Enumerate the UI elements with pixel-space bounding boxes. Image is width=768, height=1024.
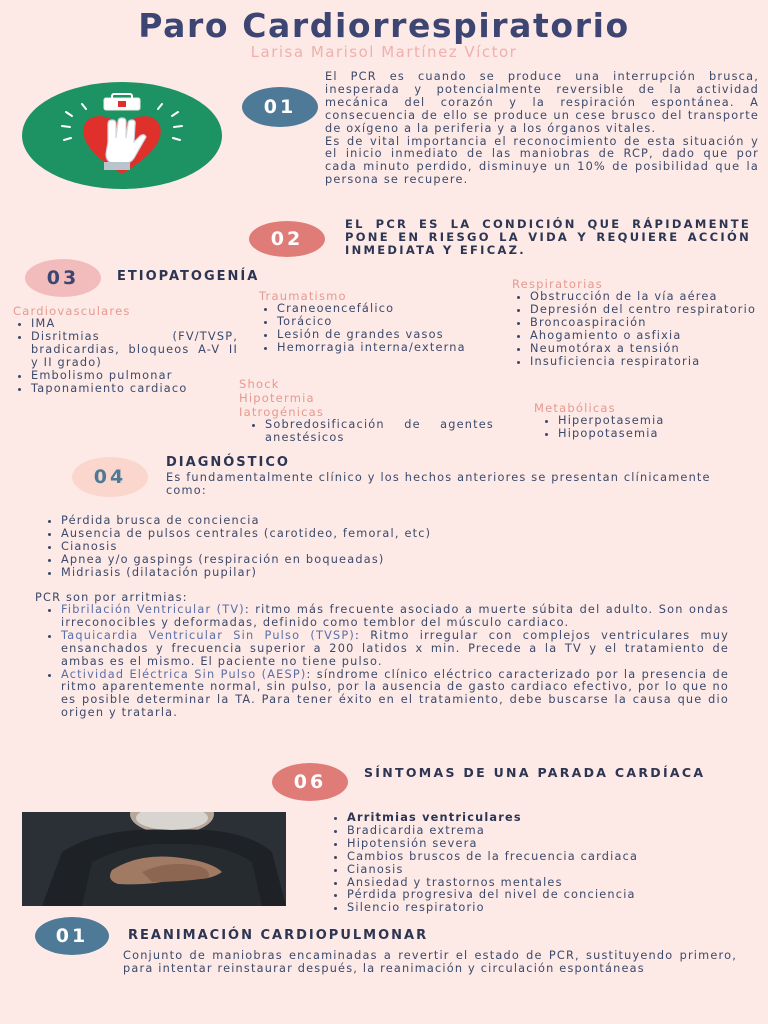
list-item: • Craneoencefálico — [277, 303, 499, 316]
arrhythmia-desc: : ritmo más frecuente asociado a muerte súbita del adulto. Son ondas irreconocibles y deformadas, definido como temblor del músculo cardiaco. — [61, 603, 729, 629]
cardio-list — [13, 318, 238, 395]
section-badge-rcp: 01 — [35, 917, 109, 955]
meta-list — [534, 415, 754, 441]
section-badge-06: 06 — [272, 763, 348, 801]
section-badge-04: 04 — [72, 457, 148, 497]
list-item: • Lesión de grandes vasos — [277, 329, 499, 342]
list-item: • Ausencia de pulsos centrales (carotideo, femoral, etc) — [61, 528, 603, 541]
arrhythmia-item — [61, 604, 729, 630]
intro-paragraph-1: El PCR es cuando se produce una interrupción brusca, inesperada y potencialmente reversible de la actividad mecánica del corazón y la respiración espontánea. A consecuencia de ello se produce un cese brusco del transporte de oxígeno a la periferia y a los órganos vitales. — [325, 70, 759, 135]
iatrogenicas-list — [239, 419, 494, 445]
list-item: • Arritmias ventriculares — [347, 812, 749, 825]
symptoms-heading: SÍNTOMAS DE UNA PARADA CARDÍACA — [364, 765, 706, 780]
arrhythmia-desc: : síndrome clínico eléctrico caracterizado por la presencia de ritmo aparentemente normal, sin pulso, por la ausencia de gasto cardiaco efectivo, por lo que no es posible determinar la TA. Para tener éxito en el tratamiento, debe buscarse la causa que dio origen y tratarla. — [61, 667, 729, 720]
section-badge-03: 03 — [25, 259, 101, 297]
list-item: • Obstrucción de la vía aérea — [530, 291, 760, 304]
arrhythmia-item — [61, 630, 729, 669]
list-item: • Cianosis — [347, 864, 749, 877]
list-item: • Hipotensión severa — [347, 838, 749, 851]
shock-label: Shock — [239, 377, 280, 391]
list-item: • Cambios bruscos de la frecuencia cardiaca — [347, 851, 749, 864]
list-item: • Ahogamiento o asfixia — [530, 330, 760, 343]
rcp-heading: REANIMACIÓN CARDIOPULMONAR — [128, 928, 429, 943]
list-item: • Sobredosificación de agentes anestésicos — [265, 419, 494, 445]
diagnosis-heading: DIAGNÓSTICO — [166, 455, 290, 470]
heart-hand-logo — [22, 82, 222, 189]
section-badge-02: 02 — [249, 221, 325, 257]
symptoms-list-wrap — [329, 812, 749, 915]
arrhythmia-name: Taquicardia Ventricular Sin Pulso (TVSP) — [61, 628, 356, 642]
list-item: • Broncoaspiración — [530, 317, 760, 330]
list-item: • Ansiedad y trastornos mentales — [347, 877, 749, 890]
list-item: • IMA — [31, 318, 238, 331]
list-item: • Hiperpotasemia — [558, 415, 754, 428]
trauma-list — [259, 303, 499, 355]
list-item: • Hipopotasemia — [558, 428, 754, 441]
list-item: • Taponamiento cardiaco — [31, 383, 238, 396]
cardio-group — [13, 304, 238, 395]
rcp-text: Conjunto de maniobras encaminadas a revertir el estado de PCR, sustituyendo primero, para intentar reinstaurar después, la reanimación y circulación espontáneas — [123, 949, 737, 975]
list-item: • Insuficiencia respiratoria — [530, 356, 760, 369]
meta-group — [534, 401, 754, 441]
elderly-man-chest-pain-photo — [22, 812, 286, 906]
author-name: Larisa Marisol Martínez Víctor — [250, 43, 518, 61]
hipotermia-label: Hipotermia — [239, 391, 315, 405]
list-item: • Neumotórax a tensión — [530, 343, 760, 356]
list-item: • Pérdida brusca de conciencia — [61, 515, 603, 528]
list-item: • Hemorragia interna/externa — [277, 342, 499, 355]
list-item: • Pérdida progresiva del nivel de conciencia — [347, 889, 749, 902]
arrhythmia-section — [43, 604, 729, 720]
shock-group — [239, 377, 494, 445]
list-item: • Apnea y/o gaspings (respiración en boqueadas) — [61, 554, 603, 567]
etiology-heading: ETIOPATOGENÍA — [117, 269, 260, 284]
arrhythmia-intro: PCR son por arritmias: — [35, 591, 188, 604]
diagnosis-signs — [43, 515, 603, 580]
arrhythmia-name: Actividad Eléctrica Sin Pulso (AESP) — [61, 667, 307, 681]
arrhythmia-item — [61, 669, 729, 721]
list-item: • Midriasis (dilatación pupilar) — [61, 567, 603, 580]
diagnosis-intro: Es fundamentalmente clínico y los hechos anteriores se presentan clínicamente como: — [166, 471, 711, 497]
list-item: • Depresión del centro respiratorio — [530, 304, 760, 317]
trauma-group — [259, 289, 499, 355]
arrhythmia-list — [43, 604, 729, 720]
resp-group — [512, 277, 760, 368]
cardio-label: Cardiovasculares — [13, 304, 131, 318]
list-item: • Embolismo pulmonar — [31, 370, 238, 383]
arrhythmia-name: Fibrilación Ventricular (TV) — [61, 603, 245, 616]
chest-pain-figure-icon — [22, 812, 286, 906]
symptoms-list — [329, 812, 749, 915]
intro-paragraph-2: Es de vital importancia el reconocimiento de esta situación y el inicio inmediato de las maniobras de RCP, dado que por cada minuto perdido, disminuye un 10% de posibilidad que la persona se recupere. — [325, 134, 759, 187]
heart-hand-icon — [22, 82, 222, 189]
section-badge-01: 01 — [242, 87, 318, 127]
emphasis-statement: EL PCR ES LA CONDICIÓN QUE RÁPIDAMENTE PONE EN RIESGO LA VIDA Y REQUIERE ACCIÓN INMEDIATA Y EFICAZ. — [345, 217, 751, 257]
list-item: • Torácico — [277, 316, 499, 329]
list-item: • Cianosis — [61, 541, 603, 554]
page-title: Paro Cardiorrespiratorio — [138, 6, 630, 45]
iatrogenicas-label: Iatrogénicas — [239, 405, 325, 419]
list-item: • Disritmias (FV/TVSP, bradicardias, bloqueos A-V II y II grado) — [31, 331, 238, 370]
trauma-label: Traumatismo — [259, 289, 347, 303]
list-item: • Silencio respiratorio — [347, 902, 749, 915]
meta-label: Metabólicas — [534, 401, 616, 415]
intro-text — [325, 71, 759, 187]
signs-list — [43, 515, 603, 580]
list-item: • Bradicardia extrema — [347, 825, 749, 838]
resp-label: Respiratorias — [512, 277, 603, 291]
arrhythmia-desc: : Ritmo irregular con complejos ventriculares muy ensanchados y frecuencia superior a 200 latidos x min. Precede a la TV y el tratamiento de ambas es el mismo. El paciente no tiene pulso. — [61, 628, 729, 668]
resp-list — [512, 291, 760, 368]
